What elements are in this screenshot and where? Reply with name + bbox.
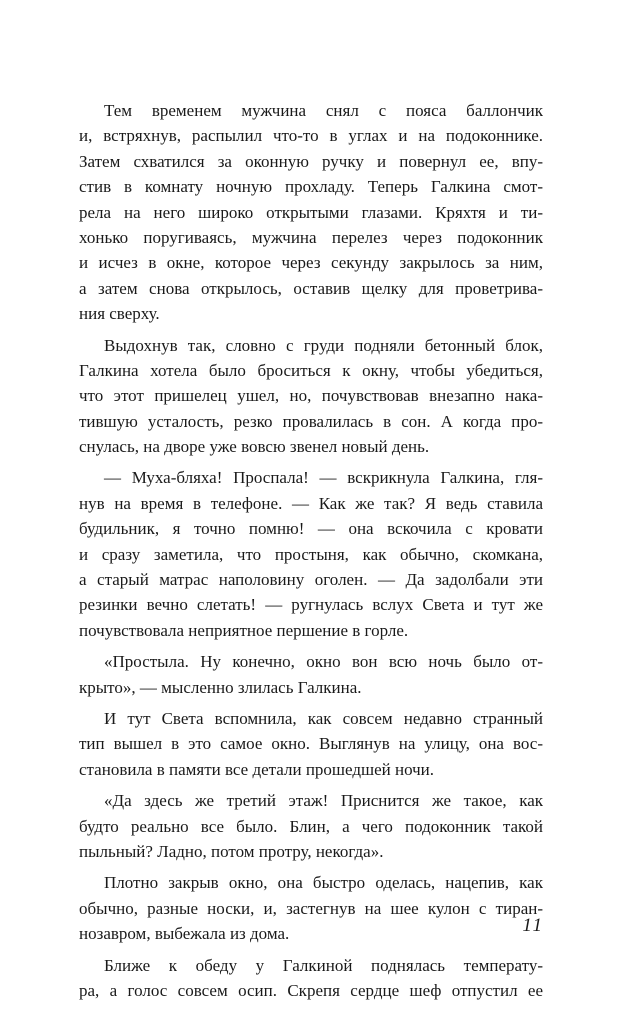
paragraph	[79, 333, 543, 460]
text-line: а старый матрас наполовину оголен. — Да задолбали эти	[79, 570, 543, 590]
text-line: становила в памяти все детали прошедшей ночи.	[79, 759, 435, 779]
text-line: хонько поругиваясь, мужчина перелез через подоконник	[79, 227, 543, 247]
text-line: обычно, разные носки, и, застегнув на шее кулон с тиран-	[79, 898, 543, 918]
paragraph	[79, 649, 543, 700]
text-line: ра, а голос совсем осип. Скрепя сердце шеф отпустил ее	[79, 980, 543, 1000]
paragraph	[79, 465, 543, 643]
text-line: Тем временем мужчина снял с пояса баллончик	[104, 101, 543, 120]
page-number: 11	[522, 915, 544, 936]
text-line: Плотно закрыв окно, она быстро оделась, нацепив, как	[104, 873, 543, 893]
text-line: — Муха-бляха! Проспала! — вскрикнула Галкина, гля-	[104, 468, 543, 488]
text-line: и, встряхнув, распылил что-то в углах и на подоконнике.	[79, 126, 543, 146]
text-line: стив в комнату ночную прохладу. Теперь Галкина смот-	[79, 177, 543, 197]
text-line: Ближе к обеду у Галкиной поднялась температу-	[104, 955, 543, 975]
text-line: будто реально все было. Блин, а чего подоконник такой	[79, 816, 543, 836]
text-line: Затем схватился за оконную ручку и повернул ее, впу-	[79, 151, 543, 171]
text-line: резинки вечно слетать! — ругнулась вслух Света и тут же	[79, 595, 543, 615]
text-line: рела на него широко открытыми глазами. Кряхтя и ти-	[79, 202, 543, 222]
text-line: крыто», — мысленно злилась Галкина.	[79, 677, 362, 697]
text-line: нозавром, выбежала из дома.	[79, 924, 290, 944]
text-line: «Да здесь же третий этаж! Приснится же такое, как	[104, 791, 543, 811]
paragraph	[79, 870, 543, 946]
text-line: почувствовала неприятное першение в горле.	[79, 620, 409, 640]
text-line: и сразу заметила, что простыня, как обычно, скомкана,	[79, 544, 543, 564]
text-line: Выдохнув так, словно с груди подняли бетонный блок,	[104, 335, 543, 355]
text-line: нув на время в телефоне. — Как же так? Я ведь ставила	[79, 493, 543, 513]
paragraph	[79, 953, 543, 1004]
text-line: будильник, я точно помню! — она вскочила с кровати	[79, 519, 543, 539]
text-line: «Простыла. Ну конечно, окно вон всю ночь было от-	[104, 652, 543, 672]
paragraph	[79, 788, 543, 864]
paragraph	[79, 706, 543, 782]
text-line: а затем снова открылось, оставив щелку для проветрива-	[79, 278, 543, 298]
text-line: И тут Света вспомнила, как совсем недавно странный	[104, 708, 543, 728]
text-line: тившую усталость, резко провалилась в сон. А когда про-	[79, 411, 543, 431]
text-line: тип вышел в это самое окно. Выглянув на улицу, она вос-	[79, 734, 543, 754]
text-line: снулась, на дворе уже вовсю звенел новый день.	[79, 437, 430, 457]
text-line: ния сверху.	[79, 304, 160, 324]
body-text	[79, 98, 543, 1009]
text-line: что этот пришелец ушел, но, почувствовав внезапно нака-	[79, 386, 543, 406]
text-line: пыльный? Ладно, потом протру, некогда».	[79, 841, 384, 861]
paragraph	[79, 98, 543, 327]
text-line: Галкина хотела было броситься к окну, чтобы убедиться,	[79, 360, 543, 380]
text-line: и исчез в окне, которое через секунду закрылось за ним,	[79, 253, 543, 273]
